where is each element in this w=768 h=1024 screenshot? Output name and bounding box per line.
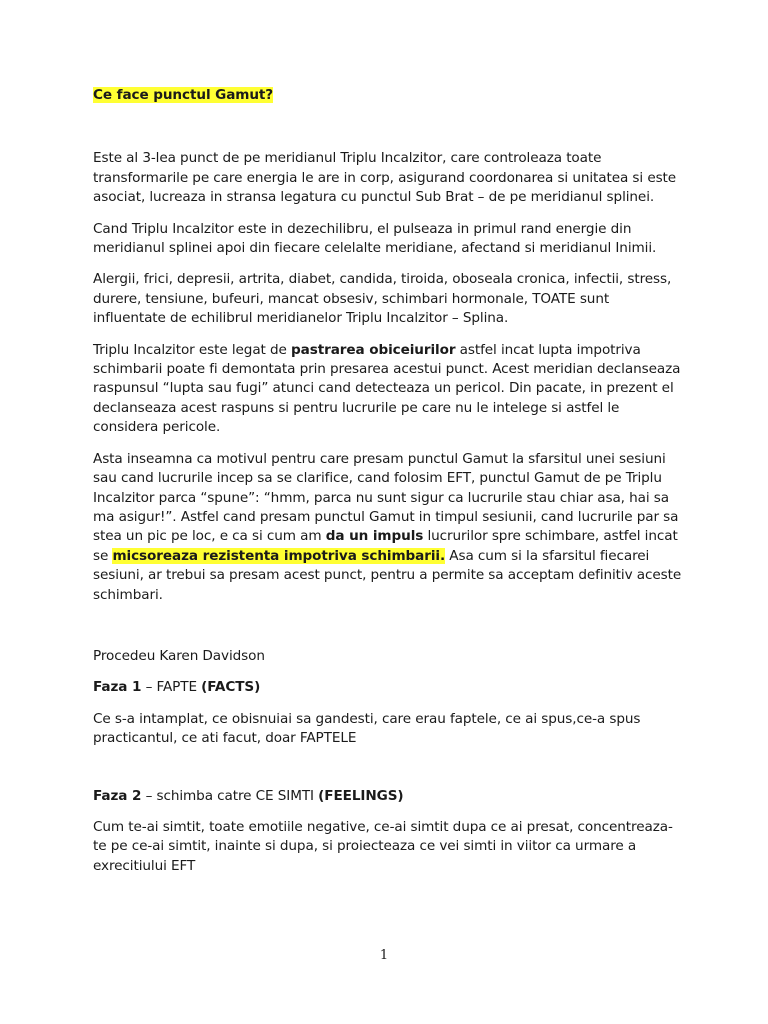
paragraph-5-text-c: lucrurilor spre schimbare, astfel incat se [93, 528, 678, 564]
phase-2-tag: (FEELINGS) [318, 787, 404, 804]
paragraph-3: Alergii, frici, depresii, artrita, diabet, candida, tiroida, oboseala cronica, infectii, stress, durere, tensiune, bufeuri, mancat obsesiv, schimbari hormonale, TOATE sunt influentate de echilibrul meridianelor Triplu Incalzitor – Splina. [93, 271, 672, 327]
paragraph-5-highlighted-bold: micsoreaza rezistenta impotriva schimbarii. [112, 547, 446, 564]
page-number: 1 [379, 948, 389, 963]
phase-1-tag: (FACTS) [201, 679, 261, 696]
paragraph-4 [93, 341, 683, 438]
paragraph-4-text-a: Triplu Incalzitor este legat de [93, 341, 292, 358]
paragraph-2: Cand Triplu Incalzitor este in dezechilibru, el pulseaza in primul rand energie din meridianul splinei apoi din fiecare celelalte meridiane, afectand si meridianul Inimii. [93, 220, 657, 257]
document-body [93, 86, 683, 888]
paragraph-4-bold: pastrarea obiceiurilor [291, 341, 456, 358]
paragraph-5 [93, 450, 683, 605]
phase-1-label: Faza 1 [93, 679, 142, 696]
page-title [93, 86, 683, 105]
paragraph-5-text-e: Asa cum si la sfarsitul fiecarei sesiuni, ar trebui sa presam acest punct, pentru a permite sa acceptam definitiv aceste schimbari. [93, 547, 682, 603]
phase-1-text: Ce s-a intamplat, ce obisnuiai sa gandesti, care erau faptele, ce ai spus,ce-a spus practicantul, ce ati facut, doar FAPTELE [93, 710, 641, 747]
phase-1-heading [93, 678, 683, 697]
paragraph-5-bold-impulse: da un impuls [325, 528, 424, 545]
procedure-heading: Procedeu Karen Davidson [93, 647, 265, 664]
paragraph-5-text-a: Asta inseamna ca motivul pentru care presam punctul Gamut la sfarsitul unei sesiuni sau cand lucrurile incep sa se clarifice, cand folosim EFT, punctul Gamut de pe Triplu Incalzitor parca “spune”: “hmm, parca nu sunt sigur ca lucrurile stau chiar asa, hai sa ma asigur!”. Astfel cand presam punctul Gamut in timpul sesiunii, cand lucrurile par sa stea un pic pe loc, e ca si cum am [93, 450, 679, 545]
phase-2-label: Faza 2 [93, 787, 142, 804]
phase-2-text: Cum te-ai simtit, toate emotiile negative, ce-ai simtit dupa ce ai presat, concentreaza-te pe ce-ai simtit, inainte si dupa, si proiecteaza ce vei simti in viitor ca urmare a exrecitiului EFT [93, 818, 673, 874]
phase-2-heading [93, 787, 683, 806]
phase-2-dash: – schimba catre CE SIMTI [141, 787, 319, 804]
highlighted-title: Ce face punctul Gamut? [93, 87, 274, 103]
phase-1-dash: – FAPTE [141, 679, 202, 696]
paragraph-1: Este al 3-lea punct de pe meridianul Triplu Incalzitor, care controleaza toate transformarile pe care energia le are in corp, asigurand coordonarea si unitatea si este asociat, lucreaza in stransa legatura cu punctul Sub Brat – de pe meridianul splinei. [93, 150, 677, 206]
paragraph-4-text-c: astfel incat lupta impotriva schimbarii poate fi demontata prin presarea acestui punct. Acest meridian declanseaza raspunsul “lupta sau fugi” atunci cand detecteaza un pericol. Din pacate, in prezent el declanseaza acest raspuns si pentru lucrurile pe care nu le intelege si astfel le considera pericole. [93, 341, 681, 436]
